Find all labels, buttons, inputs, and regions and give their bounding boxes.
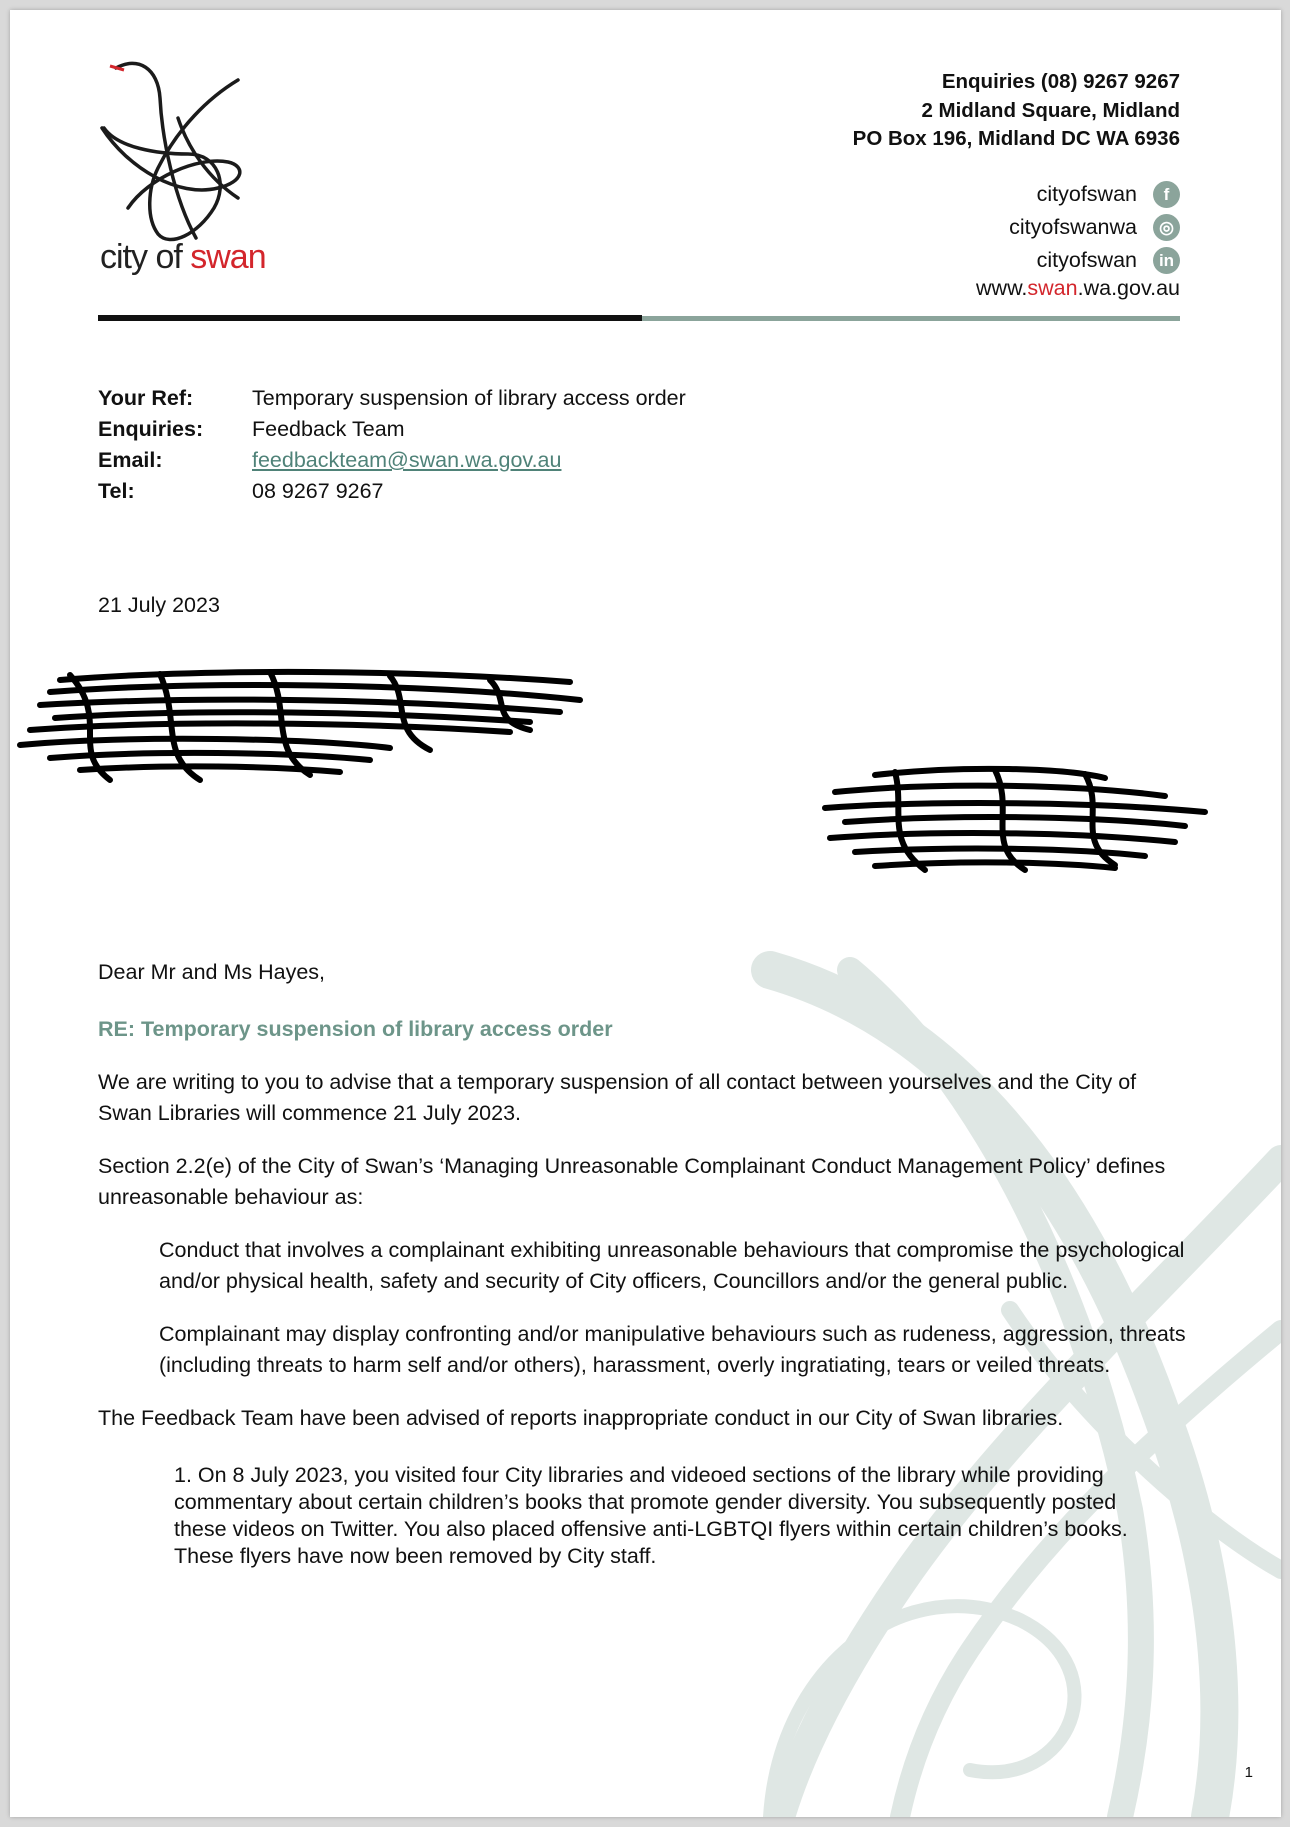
social-links	[1009, 178, 1180, 277]
logo-city-text: city of	[100, 238, 191, 276]
tel-label: Tel:	[98, 479, 135, 503]
instagram-handle: cityofswanwa	[1009, 215, 1137, 239]
website-suffix: .wa.gov.au	[1077, 276, 1180, 300]
paragraph-reports: The Feedback Team have been advised of reports inappropriate conduct in our City of Swan libraries.	[98, 1406, 1064, 1430]
ref-label: Your Ref:	[98, 386, 194, 410]
letter-page	[10, 10, 1281, 1817]
logo-swan-text: swan	[190, 238, 266, 276]
subject-line: RE: Temporary suspension of library access order	[98, 1017, 613, 1041]
website-link[interactable]	[976, 276, 1180, 301]
reference-block	[98, 383, 686, 507]
contact-block	[853, 68, 1180, 154]
enquiries-row	[98, 414, 686, 445]
salutation: Dear Mr and Ms Hayes,	[98, 960, 326, 984]
website-prefix: www.	[976, 276, 1028, 300]
redacted-contact-details	[815, 760, 1215, 880]
linkedin-icon: in	[1153, 247, 1180, 274]
tel-row	[98, 476, 686, 507]
facebook-icon: f	[1153, 181, 1180, 208]
ref-value: Temporary suspension of library access order	[252, 386, 686, 410]
email-label: Email:	[98, 448, 163, 472]
enquiries-value: Feedback Team	[252, 417, 405, 441]
letter-body	[98, 957, 1188, 1570]
instagram-icon: ◎	[1153, 214, 1180, 241]
logo-wordmark	[100, 238, 266, 277]
paragraph-policy: Section 2.2(e) of the City of Swan’s ‘Managing Unreasonable Complainant Conduct Management Policy’ defines unreasonable behaviour as:	[98, 1154, 1166, 1209]
letter-date: 21 July 2023	[98, 593, 220, 617]
header-rule-light	[642, 316, 1180, 321]
redacted-recipient-address	[10, 660, 610, 790]
facebook-handle: cityofswan	[1036, 182, 1137, 206]
social-linkedin[interactable]	[1009, 244, 1180, 277]
incident-item-1: 1. On 8 July 2023, you visited four City libraries and videoed sections of the library while providing commentary about certain children’s books that promote gender diversity. You subsequently posted these videos on Twitter. You also placed offensive anti-LGBTQI flyers within certain children’s books. These flyers have now been removed by City staff.	[174, 1463, 1128, 1568]
policy-quote-1: Conduct that involves a complainant exhibiting unreasonable behaviours that compromise the psychological and/or physical health, safety and security of City officers, Councillors and/or the general public.	[159, 1238, 1185, 1293]
header-rule-dark	[98, 315, 642, 321]
website-highlight: swan	[1027, 276, 1078, 300]
paragraph-intro: We are writing to you to advise that a temporary suspension of all contact between yourselves and the City of Swan Libraries will commence 21 July 2023.	[98, 1070, 1137, 1125]
email-link[interactable]: feedbackteam@swan.wa.gov.au	[252, 448, 562, 472]
address-line-1: 2 Midland Square, Midland	[921, 98, 1180, 122]
address-line-2: PO Box 196, Midland DC WA 6936	[852, 127, 1180, 150]
social-instagram[interactable]	[1009, 211, 1180, 244]
enquiries-label: Enquiries:	[98, 417, 204, 441]
page-number: 1	[1244, 1764, 1253, 1781]
enquiries-phone: Enquiries (08) 9267 9267	[941, 70, 1180, 93]
tel-value: 08 9267 9267	[252, 479, 384, 503]
email-row	[98, 445, 686, 476]
linkedin-handle: cityofswan	[1036, 248, 1137, 272]
ref-row	[98, 383, 686, 414]
social-facebook[interactable]	[1009, 178, 1180, 211]
policy-quote-2: Complainant may display confronting and/or manipulative behaviours such as rudeness, aggression, threats (including threats to harm self and/or others), harassment, overly ingratiating, tears or veiled threats.	[159, 1322, 1186, 1377]
